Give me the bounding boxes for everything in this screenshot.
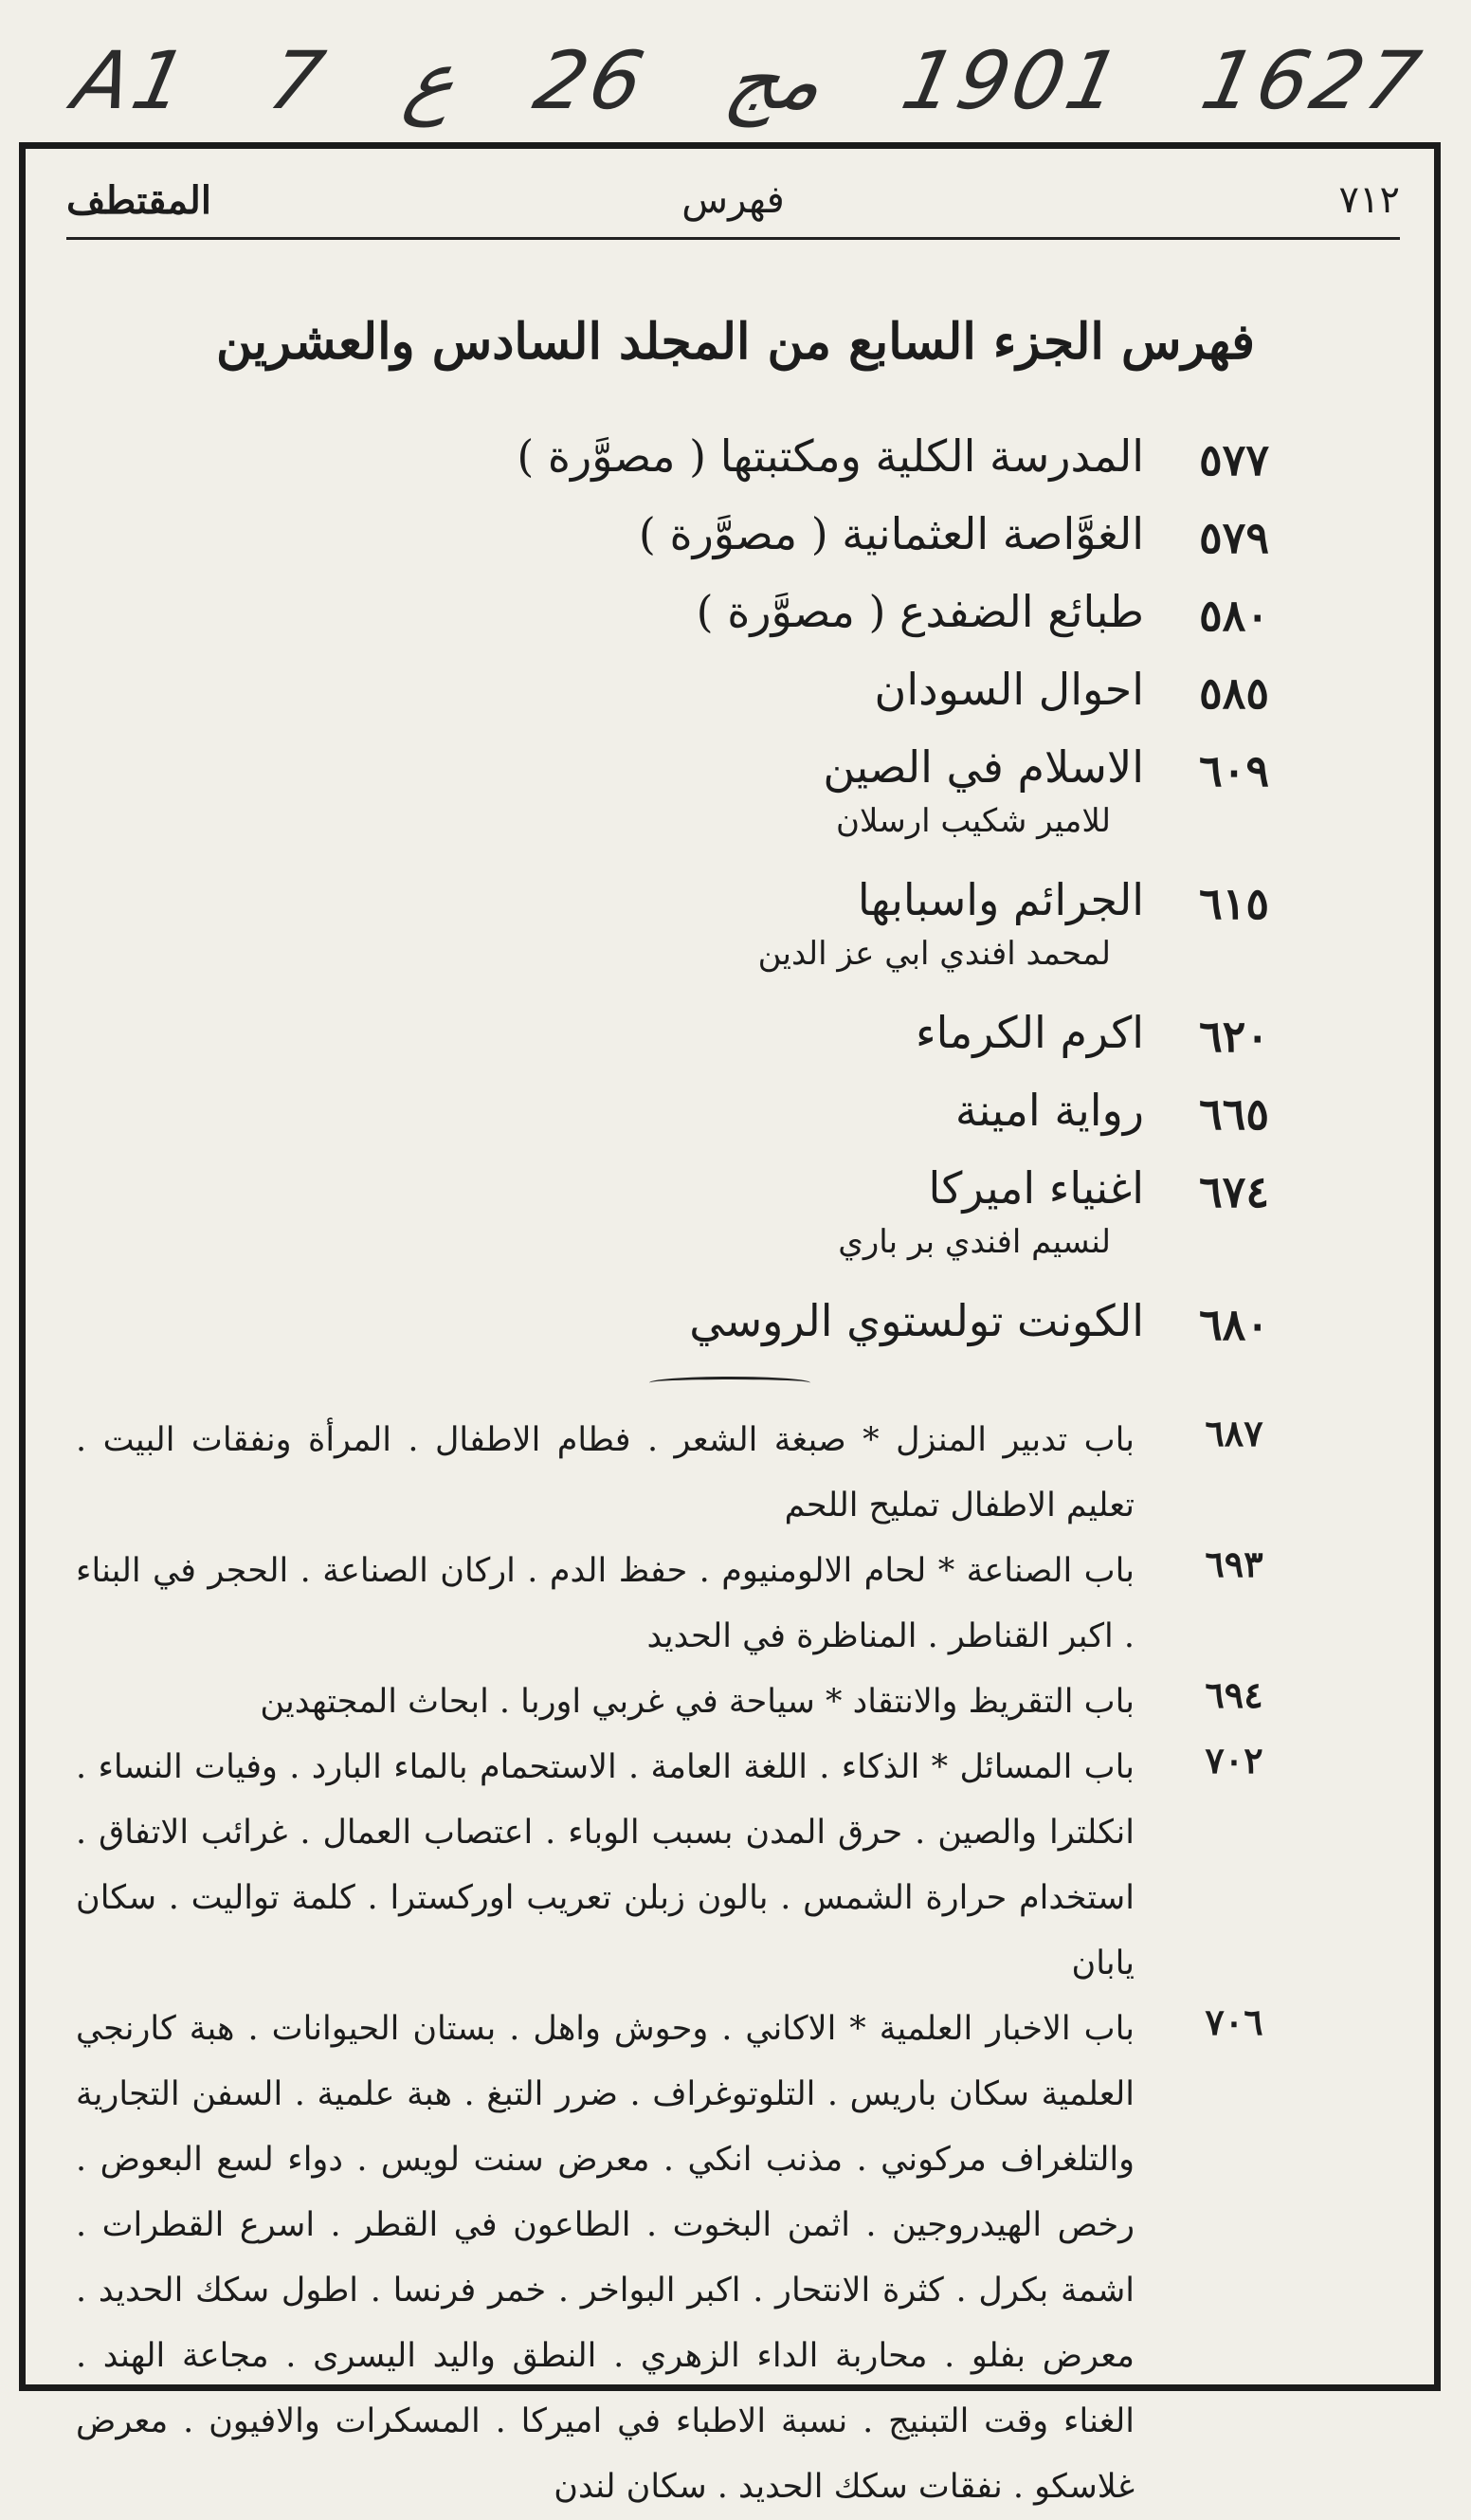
handwritten-note	[65, 28, 1432, 133]
note-part: ع	[397, 34, 465, 127]
section-page: ٦٨٧	[1205, 1412, 1263, 1454]
magazine-name: المقتطف	[66, 178, 211, 223]
section-text: باب تدبير المنزل * صبغة الشعر . فطام الاطفال . المرأة ونفقات البيت . تعليم الاطفال تمليح اللحم	[76, 1421, 1135, 1525]
section-entry	[0, 1539, 1471, 1670]
entry-title: الكونت تولستوي الروسي	[689, 1295, 1144, 1346]
article-list	[0, 427, 1471, 1369]
note-part: 7	[261, 34, 336, 127]
section-text: باب المسائل * الذكاء . اللغة العامة . الاستحمام بالماء البارد . وفيات النساء . انكلترا والصين . حرق المدن بسبب الوباء . اعتصاب العمال . غرائب الاتفاق . استخدام حرارة الشمس . بالون زبلن تعريب اوركسترا . كلمة تواليت . سكان يابان	[76, 1748, 1135, 1982]
index-title: فهرس الجزء السابع من المجلد السادس والعشرين	[216, 313, 1255, 371]
page-header	[66, 171, 1400, 240]
entry-title: اغنياء اميركا	[928, 1162, 1144, 1214]
section-entry	[0, 1735, 1471, 1997]
entry-title: اكرم الكرماء	[915, 1007, 1144, 1058]
page-number: ٧١٢	[1338, 178, 1400, 222]
section-page: ٧٠٢	[1205, 1739, 1263, 1781]
section-entry	[0, 1670, 1471, 1735]
article-entry	[0, 660, 1471, 738]
entry-author: للامير شكيب ارسلان	[835, 802, 1111, 840]
entry-author: لمحمد افندي ابي عز الدين	[757, 935, 1111, 973]
section-divider	[649, 1377, 810, 1389]
entry-title: طبائع الضفدع ( مصوَّرة )	[696, 586, 1144, 637]
article-entry	[0, 1081, 1471, 1159]
note-part: A1	[65, 34, 199, 127]
article-entry	[0, 738, 1471, 870]
article-entry	[0, 427, 1471, 504]
section-page: ٧٠٦	[1205, 2000, 1263, 2043]
entry-title: الجرائم واسبابها	[857, 874, 1144, 925]
running-head: فهرس	[681, 178, 785, 222]
entry-page: ٦٧٤	[1198, 1166, 1270, 1217]
entry-page: ٦٢٠	[1198, 1011, 1270, 1062]
entry-page: ٦٨٠	[1198, 1299, 1270, 1350]
article-entry	[0, 582, 1471, 660]
entry-page: ٦٦٥	[1198, 1088, 1270, 1140]
entry-page: ٥٨٠	[1198, 590, 1270, 641]
entry-title: احوال السودان	[874, 664, 1144, 715]
entry-page: ٦٠٩	[1198, 745, 1270, 796]
article-entry	[0, 1291, 1471, 1369]
article-entry	[0, 504, 1471, 582]
section-entry	[0, 1997, 1471, 2520]
entry-page: ٥٧٩	[1198, 512, 1270, 563]
entry-title: المدرسة الكلية ومكتبتها ( مصوَّرة )	[517, 430, 1144, 482]
note-part: 1901	[894, 34, 1132, 127]
entry-title: الاسلام في الصين	[823, 741, 1144, 793]
note-part: 26	[526, 34, 656, 127]
section-text: باب الاخبار العلمية * الاكاني . وحوش واهل . بستان الحيوانات . هبة كارنجي العلمية سكان باريس . التلوتوغراف . ضرر التبغ . هبة علمية . السفن التجارية والتلغراف مركوني . مذنب انكي . معرض سنت لويس . دواء لسع البعوض . رخص الهيدروجين . اثمن البخوت . الطاعون في القطر . اسرع القطرات . اشمة بكرل . كثرة الانتحار . اكبر البواخر . خمر فرنسا . اطول سكك الحديد . معرض بفلو . محاربة الداء الزهري . النطق واليد اليسرى . مجاعة الهند . الغناء وقت التبنيج . نسبة الاطباء في اميركا . المسكرات والافيون . معرض غلاسكو . نفقات سكك الحديد . سكان لندن	[76, 2010, 1135, 2506]
entry-page: ٥٧٧	[1198, 434, 1270, 485]
article-entry	[0, 1003, 1471, 1081]
section-page: ٦٩٣	[1205, 1543, 1263, 1585]
article-entry	[0, 1159, 1471, 1291]
section-text: باب الصناعة * لحام الالومنيوم . حفظ الدم . اركان الصناعة . الحجر في البناء . اكبر القناطر . المناظرة في الحديد	[76, 1552, 1135, 1655]
entry-author: لنسيم افندي بر باري	[838, 1223, 1111, 1261]
entry-title: الغوَّاصة العثمانية ( مصوَّرة )	[638, 508, 1144, 559]
article-entry	[0, 870, 1471, 1003]
section-list	[0, 1408, 1471, 2520]
section-text: باب التقريظ والانتقاد * سياحة في غربي اوربا . ابحاث المجتهدين	[260, 1683, 1135, 1721]
entry-title: رواية امينة	[954, 1085, 1144, 1136]
section-page: ٦٩٤	[1205, 1673, 1263, 1716]
section-entry	[0, 1408, 1471, 1539]
entry-page: ٥٨٥	[1198, 667, 1270, 719]
note-part: مج	[717, 34, 832, 127]
entry-page: ٦١٥	[1198, 878, 1270, 929]
note-part: 1627	[1193, 34, 1432, 127]
